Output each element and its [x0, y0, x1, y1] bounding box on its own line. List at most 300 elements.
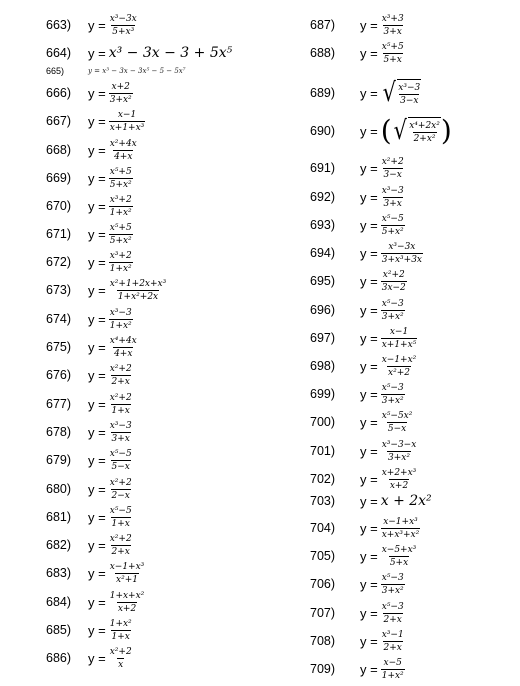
problem-number: 685) [46, 623, 72, 637]
fraction [109, 139, 138, 162]
numerator: x²+2 [109, 392, 132, 403]
y-equals: y = [360, 548, 378, 564]
equation [88, 562, 145, 585]
denominator: 2+x [111, 376, 130, 387]
problem-number: 679) [46, 453, 72, 467]
problem-number: 673) [46, 283, 72, 297]
denominator: x [118, 659, 124, 670]
y-equals: y = [360, 605, 378, 621]
fraction [381, 630, 405, 653]
problem-row [30, 419, 133, 445]
problem-number: 689) [310, 86, 336, 100]
equation [88, 110, 145, 133]
y-equals: y = [360, 217, 378, 233]
equation [360, 383, 405, 406]
numerator: x−1 [389, 326, 409, 337]
y-equals: y = [360, 302, 378, 318]
equation [88, 506, 133, 529]
equation [88, 308, 133, 331]
numerator: x³−3 [109, 420, 132, 431]
denominator: 2+x² [413, 133, 436, 144]
y-equals: y = [360, 358, 378, 374]
fraction [109, 195, 133, 218]
numerator: x+2 [111, 81, 130, 92]
denominator: 3+x² [381, 311, 404, 322]
fraction [381, 42, 405, 65]
denominator: 3+x² [381, 585, 404, 596]
problem-row [30, 447, 133, 473]
problem-row [290, 155, 405, 181]
problem-number: 700) [310, 415, 336, 429]
equation [360, 214, 405, 237]
equation [88, 67, 186, 75]
fraction [381, 355, 418, 378]
equation [360, 270, 407, 293]
numerator: x⁵−3 [381, 298, 404, 309]
problem-number: 708) [310, 634, 336, 648]
problem-number: 687) [310, 18, 336, 32]
y-equals: y = [360, 245, 378, 261]
equation [88, 534, 133, 557]
equation [88, 364, 133, 387]
y-equals: y = [360, 386, 378, 402]
problem-number: 669) [46, 171, 72, 185]
problem-number: 678) [46, 425, 72, 439]
fraction [381, 658, 405, 681]
problem-number: 703) [310, 494, 336, 508]
y-equals: y = [88, 45, 106, 61]
fraction [381, 270, 407, 293]
denominator: x²+2 [388, 367, 410, 378]
problem-number: 697) [310, 331, 336, 345]
fraction [109, 619, 133, 642]
equation [360, 157, 405, 180]
radical-expression [381, 116, 452, 146]
y-equals: y = [88, 311, 106, 327]
problem-number: 706) [310, 577, 336, 591]
y-equals: y = [88, 452, 106, 468]
problem-row [30, 108, 145, 134]
denominator: x+1+x³ [109, 122, 145, 133]
denominator: 5−x [387, 423, 407, 434]
denominator: 4+x [114, 348, 133, 359]
y-equals: y = [360, 45, 378, 61]
fraction [109, 336, 138, 359]
equation [88, 393, 133, 416]
fraction [381, 186, 405, 209]
y-equals: y = [88, 622, 106, 638]
problem-row [30, 391, 133, 417]
denominator: x+2 [117, 603, 137, 614]
equation [88, 167, 133, 190]
equation [88, 421, 133, 444]
problem-number: 675) [46, 340, 72, 354]
fraction [381, 517, 421, 540]
denominator: 1+x [111, 518, 130, 529]
equation [360, 630, 405, 653]
problem-row [290, 40, 405, 66]
y-equals: y = [360, 633, 378, 649]
equation [88, 449, 133, 472]
equation [360, 116, 452, 146]
problem-number: 663) [46, 18, 72, 32]
denominator: x+2 [389, 480, 409, 491]
equation [360, 186, 405, 209]
problem-row [30, 560, 145, 586]
numerator: x³−3 [398, 82, 421, 93]
problem-row [290, 600, 405, 626]
y-equals: y = [360, 414, 378, 430]
equation [360, 14, 405, 37]
problem-row [30, 334, 138, 360]
y-equals: y = [88, 254, 106, 270]
problem-number: 677) [46, 397, 72, 411]
problem-number: 666) [46, 86, 72, 100]
denominator: 3+x² [388, 452, 410, 463]
denominator: x²+1 [116, 574, 138, 585]
denominator: 1+x² [109, 320, 132, 331]
y-equals: y = [88, 509, 106, 525]
numerator: x³+2 [109, 194, 132, 205]
fraction [109, 421, 133, 444]
fraction [381, 383, 405, 406]
problem-row [290, 240, 423, 266]
fraction [109, 251, 133, 274]
problem-row [290, 297, 405, 323]
fraction [381, 327, 418, 350]
fraction [397, 83, 421, 106]
fraction [109, 562, 146, 585]
denominator: 3+x [111, 433, 130, 444]
y-equals: y = [88, 170, 106, 186]
problem-row [290, 268, 407, 294]
fraction [109, 506, 133, 529]
numerator: x⁵−5 [109, 448, 132, 459]
problem-row [30, 12, 138, 38]
denominator: 5+x [383, 54, 402, 65]
denominator: 3+x² [109, 94, 132, 105]
problem-row [290, 515, 420, 541]
problem-number: 688) [310, 46, 336, 60]
denominator: x+1+x⁵ [381, 339, 417, 350]
denominator: x+x³+x² [381, 529, 420, 540]
numerator: x−5+x³ [381, 544, 417, 555]
fraction [109, 308, 133, 331]
denominator: 3−x [400, 95, 419, 106]
fraction [109, 591, 146, 614]
equation [88, 82, 133, 105]
equation [88, 195, 133, 218]
fraction [109, 364, 133, 387]
problem-number: 691) [310, 161, 336, 175]
problem-number: 684) [46, 595, 72, 609]
fraction [109, 534, 133, 557]
problem-number: 671) [46, 227, 72, 241]
denominator: 5−x [111, 461, 130, 472]
problem-row [290, 656, 405, 682]
right-paren: ) [440, 114, 452, 147]
fraction [381, 440, 418, 463]
denominator: 5+x³ [112, 26, 135, 37]
problem-row [290, 80, 421, 106]
numerator: x⁵−3 [381, 572, 404, 583]
y-equals: y = [360, 160, 378, 176]
numerator: x⁵−5 [109, 505, 132, 516]
problem-number: 695) [310, 274, 336, 288]
equation [360, 573, 405, 596]
fraction [381, 242, 423, 265]
problem-row [30, 589, 145, 615]
fraction [381, 214, 405, 237]
equation [88, 14, 138, 37]
denominator: 2+x [383, 614, 402, 625]
problem-number: 683) [46, 566, 72, 580]
numerator: x²+2 [109, 363, 132, 374]
y-equals: y = [88, 537, 106, 553]
fraction [381, 299, 405, 322]
equation [360, 242, 423, 265]
denominator: 5+x [389, 557, 409, 568]
y-equals: y = [360, 520, 378, 536]
numerator: x−1+x² [381, 354, 417, 365]
y-equals: y = [88, 17, 106, 33]
fraction [408, 121, 441, 144]
problem-row [290, 628, 405, 654]
problem-row [30, 249, 133, 275]
equation [88, 478, 133, 501]
equation [88, 223, 133, 246]
y-equals: y = [360, 273, 378, 289]
equation [360, 355, 417, 378]
problem-row [30, 221, 133, 247]
problem-row [30, 137, 138, 163]
y-equals: y = [360, 330, 378, 346]
numerator: x³−3 [109, 307, 132, 318]
problem-number: 681) [46, 510, 72, 524]
numerator: x−1 [117, 109, 137, 120]
radical-expression [381, 79, 422, 107]
numerator: x⁵+5 [381, 41, 404, 52]
problem-row [290, 543, 417, 569]
equation-text: y = x³ − 3x − 3x⁵ − 5 − 5x⁷ [88, 67, 186, 75]
numerator: x³−3x [388, 241, 416, 252]
numerator: x³+3 [381, 13, 404, 24]
equation [360, 602, 405, 625]
y-equals: y = [88, 113, 106, 129]
problem-row [30, 277, 167, 303]
fraction [109, 14, 138, 37]
y-equals: y = [88, 367, 106, 383]
fraction [381, 602, 405, 625]
problem-number: 693) [310, 218, 336, 232]
equation [360, 327, 417, 350]
y-equals: y = [88, 85, 106, 101]
denominator: 3+x² [381, 395, 404, 406]
problem-number: 694) [310, 246, 336, 260]
equation [88, 139, 138, 162]
problem-row [30, 165, 133, 191]
fraction [109, 449, 133, 472]
y-equals: y = [88, 226, 106, 242]
problem-number: 676) [46, 368, 72, 382]
numerator: x²+2 [381, 156, 404, 167]
numerator: x²+2 [109, 533, 132, 544]
equation [360, 411, 413, 434]
denominator: 2−x [111, 490, 130, 501]
denominator: 1+x²+2x [117, 291, 159, 302]
numerator: x²+4x [109, 138, 137, 149]
radicand [408, 117, 441, 145]
problem-number: 668) [46, 143, 72, 157]
problem-number: 672) [46, 255, 72, 269]
fraction [109, 279, 168, 302]
y-equals: y = [88, 650, 106, 666]
equation [360, 42, 405, 65]
square-root [381, 79, 422, 107]
problem-row [30, 617, 133, 643]
problem-number: 702) [310, 472, 336, 486]
numerator: x−1+x³ [383, 516, 418, 527]
problem-row [290, 325, 417, 351]
square-root [392, 117, 441, 145]
problem-row [30, 532, 133, 558]
denominator: 1+x² [109, 263, 132, 274]
problem-row [30, 645, 133, 671]
fraction [109, 393, 133, 416]
fraction [109, 82, 133, 105]
fraction [381, 545, 418, 568]
radicand [397, 79, 421, 107]
numerator: x−1+x³ [109, 561, 145, 572]
problem-row [290, 184, 405, 210]
problem-number: 665) [46, 66, 65, 76]
problem-number: 701) [310, 444, 336, 458]
problem-number: 707) [310, 606, 336, 620]
y-equals: y = [360, 576, 378, 592]
denominator: 3x−2 [381, 282, 406, 293]
numerator: x⁵−5x² [381, 410, 413, 421]
numerator: x⁵−3 [381, 382, 404, 393]
y-equals: y = [360, 661, 378, 677]
problem-row [30, 362, 133, 388]
denominator: 3+x [383, 198, 402, 209]
problem-number: 664) [46, 46, 72, 60]
problem-row [290, 438, 417, 464]
numerator: x⁵+5 [109, 166, 132, 177]
y-equals: y = [360, 85, 378, 101]
y-equals: y = [360, 443, 378, 459]
fraction [381, 411, 414, 434]
denominator: 1+x [111, 405, 130, 416]
equation [88, 591, 145, 614]
numerator: x+2+x³ [381, 467, 417, 478]
numerator: x³−1 [381, 629, 404, 640]
problem-row [290, 381, 405, 407]
equation [88, 279, 167, 302]
numerator: x⁵+5 [109, 222, 132, 233]
y-equals: y = [360, 123, 378, 139]
y-equals: y = [360, 471, 378, 487]
radical-sign: √ [382, 78, 396, 108]
y-equals: y = [88, 424, 106, 440]
numerator: x²+2 [382, 269, 405, 280]
equation [360, 517, 420, 540]
equation [88, 251, 133, 274]
denominator: 5+x² [109, 179, 132, 190]
numerator: 1+x² [109, 618, 132, 629]
problem-row [290, 12, 405, 38]
problem-row [30, 193, 133, 219]
problem-number: 704) [310, 521, 336, 535]
problem-row [30, 476, 133, 502]
denominator: 5+x² [381, 226, 404, 237]
left-paren: ( [380, 114, 392, 147]
equation [360, 299, 405, 322]
radical-sign: √ [393, 116, 407, 146]
problem-number: 682) [46, 538, 72, 552]
equation [88, 647, 133, 670]
fraction [109, 167, 133, 190]
equation [360, 440, 417, 463]
problem-number: 686) [46, 651, 72, 665]
denominator: 3+x [383, 26, 402, 37]
denominator: 3+x³+3x [381, 254, 423, 265]
problem-number: 709) [310, 662, 336, 676]
problem-number: 680) [46, 482, 72, 496]
numerator: x³−3−x [381, 439, 417, 450]
y-equals: y = [88, 282, 106, 298]
y-equals: y = [88, 481, 106, 497]
problem-row [30, 80, 133, 106]
problem-row [290, 114, 452, 147]
denominator: 1+x² [109, 207, 132, 218]
denominator: 2+x [383, 642, 402, 653]
denominator: 1+x² [381, 670, 404, 681]
y-equals: y = [88, 339, 106, 355]
problem-row [290, 571, 405, 597]
y-equals: y = [88, 565, 106, 581]
problem-row [30, 504, 133, 530]
y-equals: y = [88, 594, 106, 610]
fraction [109, 647, 133, 670]
numerator: x−5 [383, 657, 402, 668]
y-equals: y = [360, 17, 378, 33]
equation [360, 79, 421, 107]
problem-number: 698) [310, 359, 336, 373]
fraction [109, 110, 146, 133]
numerator: x²+2 [109, 477, 132, 488]
equation [360, 658, 405, 681]
problem-row [290, 212, 405, 238]
problem-number: 667) [46, 114, 72, 128]
problem-number: 670) [46, 199, 72, 213]
y-equals: y = [88, 396, 106, 412]
problem-row [290, 488, 432, 514]
y-equals: y = [88, 142, 106, 158]
numerator: x⁵−3 [381, 601, 404, 612]
denominator: 4+x [114, 151, 133, 162]
numerator: x³−3x [109, 13, 137, 24]
equation [360, 493, 432, 509]
polynomial: x³ − 3x − 3 + 5x⁵ [108, 45, 233, 61]
numerator: x⁴+4x [109, 335, 137, 346]
denominator: 3−x [383, 169, 402, 180]
fraction [109, 478, 133, 501]
numerator: x³−3 [381, 185, 404, 196]
equation [360, 545, 417, 568]
numerator: x⁵−5 [381, 213, 404, 224]
numerator: 1+x+x² [109, 590, 145, 601]
